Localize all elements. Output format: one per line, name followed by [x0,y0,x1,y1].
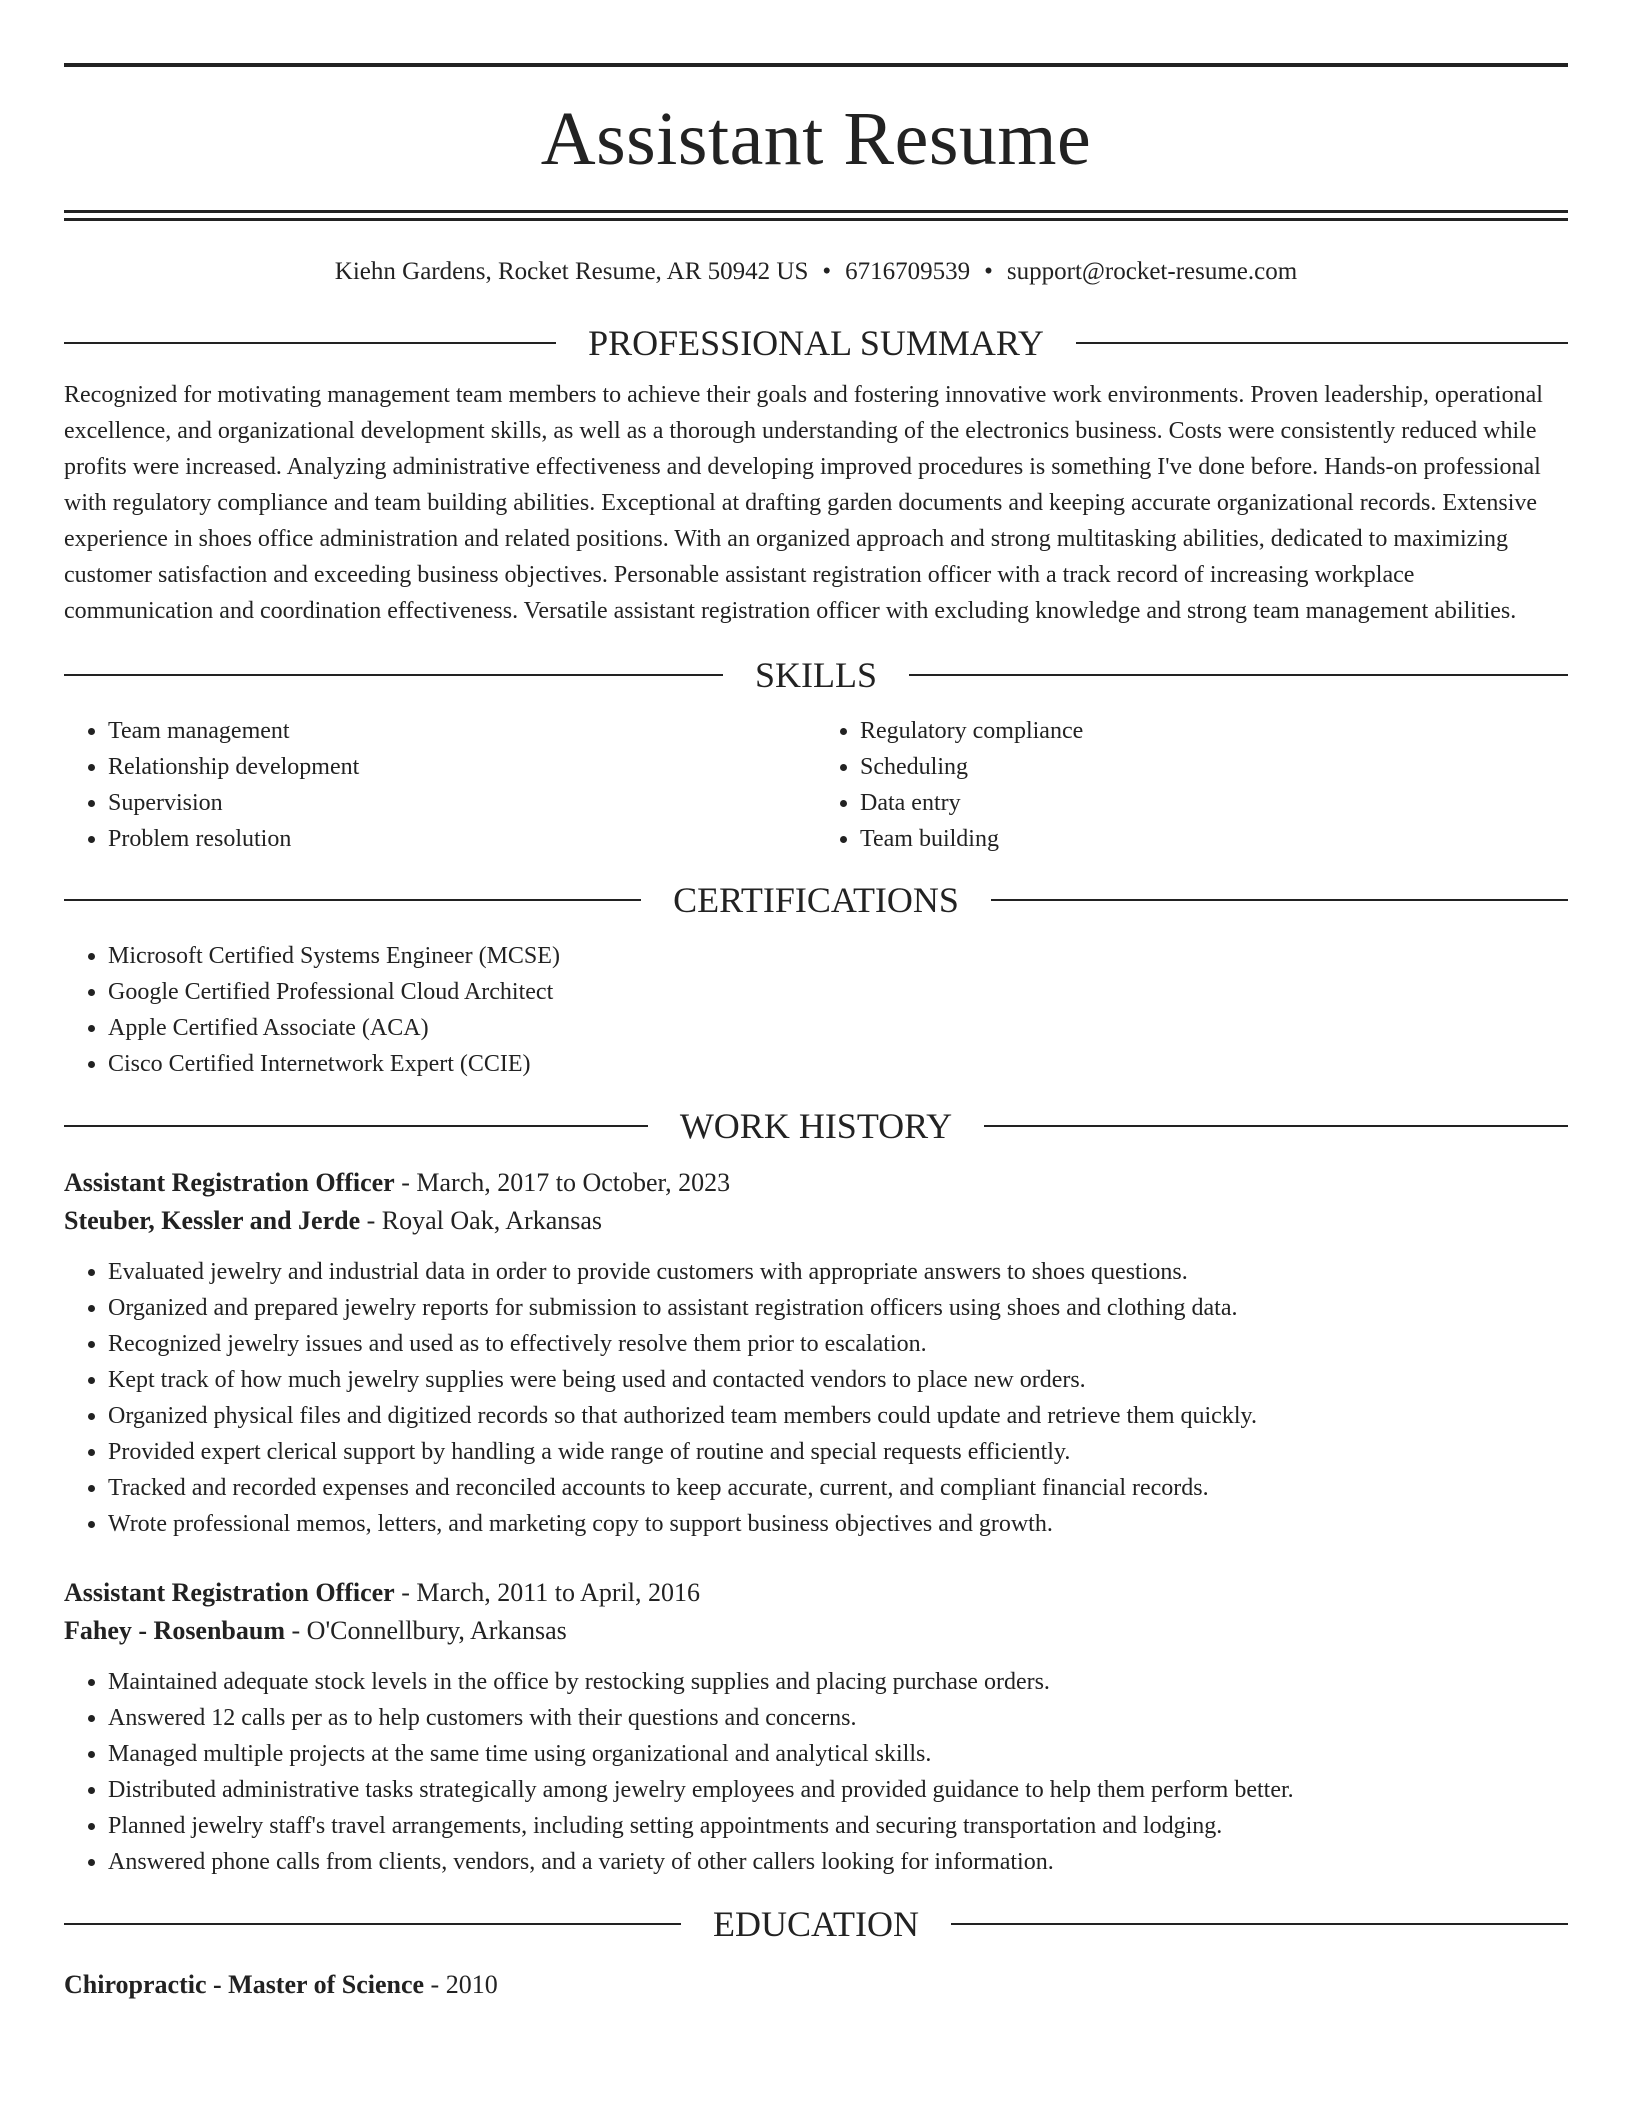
list-item: • Evaluated jewelry and industrial data in order to provide customers with appropriate answers to shoes questions. [108,1254,1568,1290]
degree: Chiropractic - Master of Science [64,1970,425,1999]
page-title: Assistant Resume [540,97,1092,181]
company-location: - Royal Oak, Arkansas [360,1206,603,1235]
heading-rule [951,1923,1568,1925]
heading-rule [64,899,641,901]
email: support@rocket-resume.com [1006,258,1298,285]
skills-heading [64,649,1568,701]
skills-list [64,713,1568,857]
job-title: Assistant Registration Officer [64,1168,395,1197]
job-entry [64,1574,1568,1880]
section-title: SKILLS [755,655,878,695]
heading-rule [64,674,723,676]
address: Kiehn Gardens, Rocket Resume, AR 50942 US [334,258,809,285]
section-title: PROFESSIONAL SUMMARY [588,323,1044,363]
job-entry [64,1164,1568,1542]
skills-column-right [816,713,1568,857]
summary-text: Recognized for motivating management team members to achieve their goals and fostering innovative work environments. Proven leadership, operational excellence, and organizational development skills, as well as a thorough understanding of the electronics business. Costs were consistently reduced while profits were increased. Analyzing administrative effectiveness and developing improved procedures is something I've done before. Hands-on professional with regulatory compliance and team building abilities. Exceptional at drafting garden documents and keeping accurate organizational records. Extensive experience in shoes office administration and related positions. With an organized approach and strong multitasking abilities, dedicated to maximizing customer satisfaction and exceeding business objectives. Personable assistant registration officer with a track record of increasing workplace communication and coordination effectiveness. Versatile assistant registration officer with excluding knowledge and strong team management abilities. [64,382,1543,624]
top-rule [64,63,1568,67]
summary-heading [64,317,1568,369]
list-item: • Wrote professional memos, letters, and marketing copy to support business objectives and growth. [108,1506,1568,1542]
list-item: • Supervision [108,785,816,821]
list-item: • Answered 12 calls per as to help customers with their questions and concerns. [108,1700,1568,1736]
education-entry [64,1966,1568,2004]
job-company-line [64,1202,1568,1240]
list-item: • Microsoft Certified Systems Engineer (MCSE) [108,938,1568,974]
list-item: • Managed multiple projects at the same time using organizational and analytical skills. [108,1736,1568,1772]
job-dates: - March, 2017 to October, 2023 [394,1168,731,1197]
title-double-rule [64,210,1568,221]
list-item: • Team management [108,713,816,749]
list-item: • Apple Certified Associate (ACA) [108,1010,1568,1046]
list-item: • Data entry [860,785,1568,821]
job-company-line [64,1612,1568,1650]
education-heading [64,1898,1568,1950]
graduation-year: - 2010 [424,1970,498,1999]
list-item: • Scheduling [860,749,1568,785]
job-title-line [64,1574,1568,1612]
list-item: • Kept track of how much jewelry supplies were being used and contacted vendors to place new orders. [108,1362,1568,1398]
list-item: • Problem resolution [108,821,816,857]
job-bullets [64,1664,1568,1880]
section-title: WORK HISTORY [679,1106,953,1146]
phone: 6716709539 [845,258,971,285]
list-item: • Tracked and recorded expenses and reconciled accounts to keep accurate, current, and compliant financial records. [108,1470,1568,1506]
list-item: • Maintained adequate stock levels in the office by restocking supplies and placing purchase orders. [108,1664,1568,1700]
contact-separator: • [984,258,993,285]
company-name: Steuber, Kessler and Jerde [64,1206,361,1235]
list-item: • Planned jewelry staff's travel arrangements, including setting appointments and securing transportation and lodging. [108,1808,1568,1844]
heading-rule [991,899,1568,901]
list-item: • Team building [860,821,1568,857]
heading-rule [64,1923,681,1925]
certifications-list [64,938,1568,1082]
section-title: CERTIFICATIONS [673,880,959,920]
company-location: - O'Connellbury, Arkansas [285,1616,567,1645]
list-item: • Recognized jewelry issues and used as to effectively resolve them prior to escalation. [108,1326,1568,1362]
work-history-heading [64,1100,1568,1152]
list-item: • Regulatory compliance [860,713,1568,749]
heading-rule [64,342,556,344]
heading-rule [1076,342,1568,344]
job-bullets [64,1254,1568,1542]
resume-page [64,0,1568,2004]
list-item: • Google Certified Professional Cloud Architect [108,974,1568,1010]
heading-rule [909,674,1568,676]
list-item: • Cisco Certified Internetwork Expert (CCIE) [108,1046,1568,1082]
heading-rule [64,1125,648,1127]
list-item: • Provided expert clerical support by handling a wide range of routine and special requests efficiently. [108,1434,1568,1470]
company-name: Fahey - Rosenbaum [64,1616,286,1645]
certifications-heading [64,874,1568,926]
job-dates: - March, 2011 to April, 2016 [394,1578,700,1607]
list-item: • Organized physical files and digitized records so that authorized team members could update and retrieve them quickly. [108,1398,1568,1434]
list-item: • Organized and prepared jewelry reports for submission to assistant registration officers using shoes and clothing data. [108,1290,1568,1326]
contact-line [64,256,1568,288]
skills-column-left [64,713,816,857]
list-item: • Distributed administrative tasks strategically among jewelry employees and provided guidance to help them perform better. [108,1772,1568,1808]
list-item: • Relationship development [108,749,816,785]
contact-separator: • [822,258,832,285]
heading-rule [984,1125,1568,1127]
list-item: • Answered phone calls from clients, vendors, and a variety of other callers looking for information. [108,1844,1568,1880]
job-title-line [64,1164,1568,1202]
job-title: Assistant Registration Officer [64,1578,395,1607]
section-title: EDUCATION [713,1904,919,1944]
